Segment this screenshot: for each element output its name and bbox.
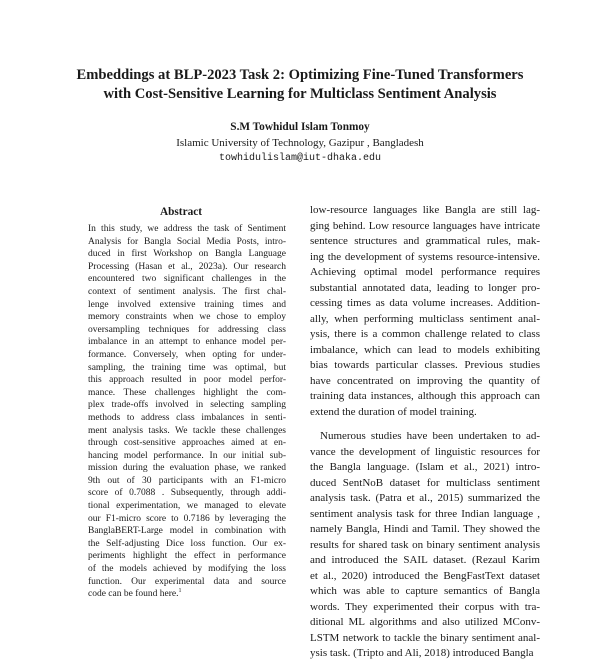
text-line: Numerous studies have been undertaken to ad- [320, 430, 540, 442]
text-line: tional experimentation, we managed to elevate [88, 501, 286, 512]
affiliation: Islamic University of Technology, Gazipur , Bangladesh [176, 137, 424, 149]
body-paragraph-1 [310, 203, 540, 420]
text-line: et al., 2020) introduced the BengFastText dataset [310, 569, 540, 582]
text-line: BanglaBERT-Large model in combination with [88, 526, 286, 537]
text-line: bias towards particular classes. Previous studies [310, 359, 540, 371]
text-line: sampling, the training time was optimal, but [88, 362, 286, 373]
text-line: sentiment analysis task for three Indian language , [310, 507, 540, 520]
text-line: imbalance in an attempt to enhance model per- [88, 337, 286, 348]
text-line: cessing times as data volume increases. Addition- [310, 297, 540, 309]
text-line: score of 0.7088 . Subsequently, through addi- [88, 488, 286, 499]
text-line: formance. Conversely, when opting for under- [88, 349, 286, 360]
text-line: our F1-micro score to 0.7186 by leveraging the [88, 513, 286, 524]
text-line: substantial annotated data, leading to longer pro- [310, 281, 540, 294]
abstract-body [88, 223, 286, 601]
text-line: low-resource languages like Bangla are still lag- [310, 204, 540, 216]
paragraph-gap [310, 420, 540, 429]
text-line: memory constraints when we chose to employ [88, 312, 286, 323]
text-line: the Bangla language. (Islam et al., 2021) intro- [310, 461, 540, 473]
text-line: Processing (Hasan et al., 2023a). Our research [88, 261, 286, 272]
text-line: analysis task. (Patra et al., 2015) summarized the [310, 492, 540, 504]
text-line: hancing model performance. In our initial sub- [88, 450, 286, 461]
author-name: S.M Towhidul Islam Tonmoy [230, 121, 370, 133]
text-line: sentence structures and grammatical rules, mak- [310, 235, 540, 247]
text-line: 9th out of 30 participants with an F1-micro [88, 475, 286, 486]
text-line: function. Our experimental data and source [88, 576, 286, 587]
text-line: through cost-sensitive approaches aimed at en- [88, 438, 286, 449]
text-line: lenge involved extensive training times and [88, 299, 286, 310]
text-line: this approach resulted in poor model perfor- [88, 375, 286, 386]
text-line: duced in first Workshop on Bangla Language [88, 249, 286, 260]
text-line: words. They experimented their corpus with tra- [310, 600, 540, 613]
text-line: the Self-adjusting Dice loss function. Our ex- [88, 538, 286, 549]
text-line: ment analysis tasks. We tackle these challenges [88, 425, 286, 436]
paper-title [40, 66, 560, 104]
text-line: oversampling techniques for addressing class [88, 324, 286, 335]
text-line: mission during the evaluation phase, we ranked [88, 463, 286, 474]
title-line-1: Embeddings at BLP-2023 Task 2: Optimizing Fine-Tuned Transformers [76, 67, 524, 83]
text-line: periments highlight the effect in performance [88, 551, 286, 562]
text-line: ging behind. Low resource languages have intricate [310, 219, 540, 232]
text-line: have concentrated on improving the quantity of [310, 374, 540, 387]
text-line: In this study, we address the task of Sentiment [88, 224, 286, 234]
text-line: and introduced the SAIL dataset. (Rezaul Karim [310, 554, 540, 566]
text-line: code can be found here.$^1$ [88, 588, 182, 600]
text-line: ysis task. (Tripto and Ali, 2018) introduced Bangla [310, 647, 534, 659]
text-line: Analysis for Bangla Social Media Posts, intro- [88, 236, 286, 247]
text-line: Achieving optimal model performance requires [310, 266, 540, 278]
text-line: vance the development of linguistic resources for [310, 445, 540, 458]
text-line: encountered two significant challenges in the [88, 274, 286, 285]
text-line: LSTM network to tackle the binary sentiment anal- [310, 631, 540, 644]
text-line: results for shared task on binary sentiment analysis [310, 538, 540, 551]
text-line: which was able to capture semantics of Bangla [310, 585, 540, 597]
body-text-column [310, 203, 540, 662]
text-line: of the models achieved by modifying the loss [88, 564, 286, 575]
author-affiliation-block [40, 136, 560, 166]
text-line: extend the duration of model training. [310, 405, 477, 418]
text-line: duced SentNoB dataset for multiclass sentiment [310, 476, 540, 489]
title-line-2: with Cost-Sensitive Learning for Multiclass Sentiment Analysis [103, 86, 497, 102]
text-line: imbalance, which can lead to models exhibiting [310, 343, 540, 356]
text-line: context of sentiment analysis. The first chal- [88, 286, 286, 297]
author-email[interactable]: towhidulislam@iut-dhaka.edu [218, 153, 382, 164]
text-line: ysis, there is a common challenge related to class [310, 328, 540, 340]
text-line: ally, when performing multiclass sentiment anal- [310, 312, 540, 325]
abstract-heading: Abstract [159, 206, 203, 218]
body-paragraph-2 [310, 429, 540, 662]
text-line: namely Bangla, Hindi and Tamil. They showed the [310, 523, 540, 535]
text-line: training data instances, although this approach can [310, 390, 540, 402]
text-line: ditional ML algorithms and also utilized MConv- [310, 616, 540, 628]
text-line: ing the development of systems resource-intensive. [310, 250, 540, 263]
text-line: plex trade-offs involved in selecting sampling [88, 400, 286, 411]
footnote-marker[interactable]: 1 [178, 588, 182, 595]
text-line: methods to address class imbalances in senti- [88, 412, 286, 423]
text-line: mance. These challenges highlight the com- [88, 387, 286, 398]
